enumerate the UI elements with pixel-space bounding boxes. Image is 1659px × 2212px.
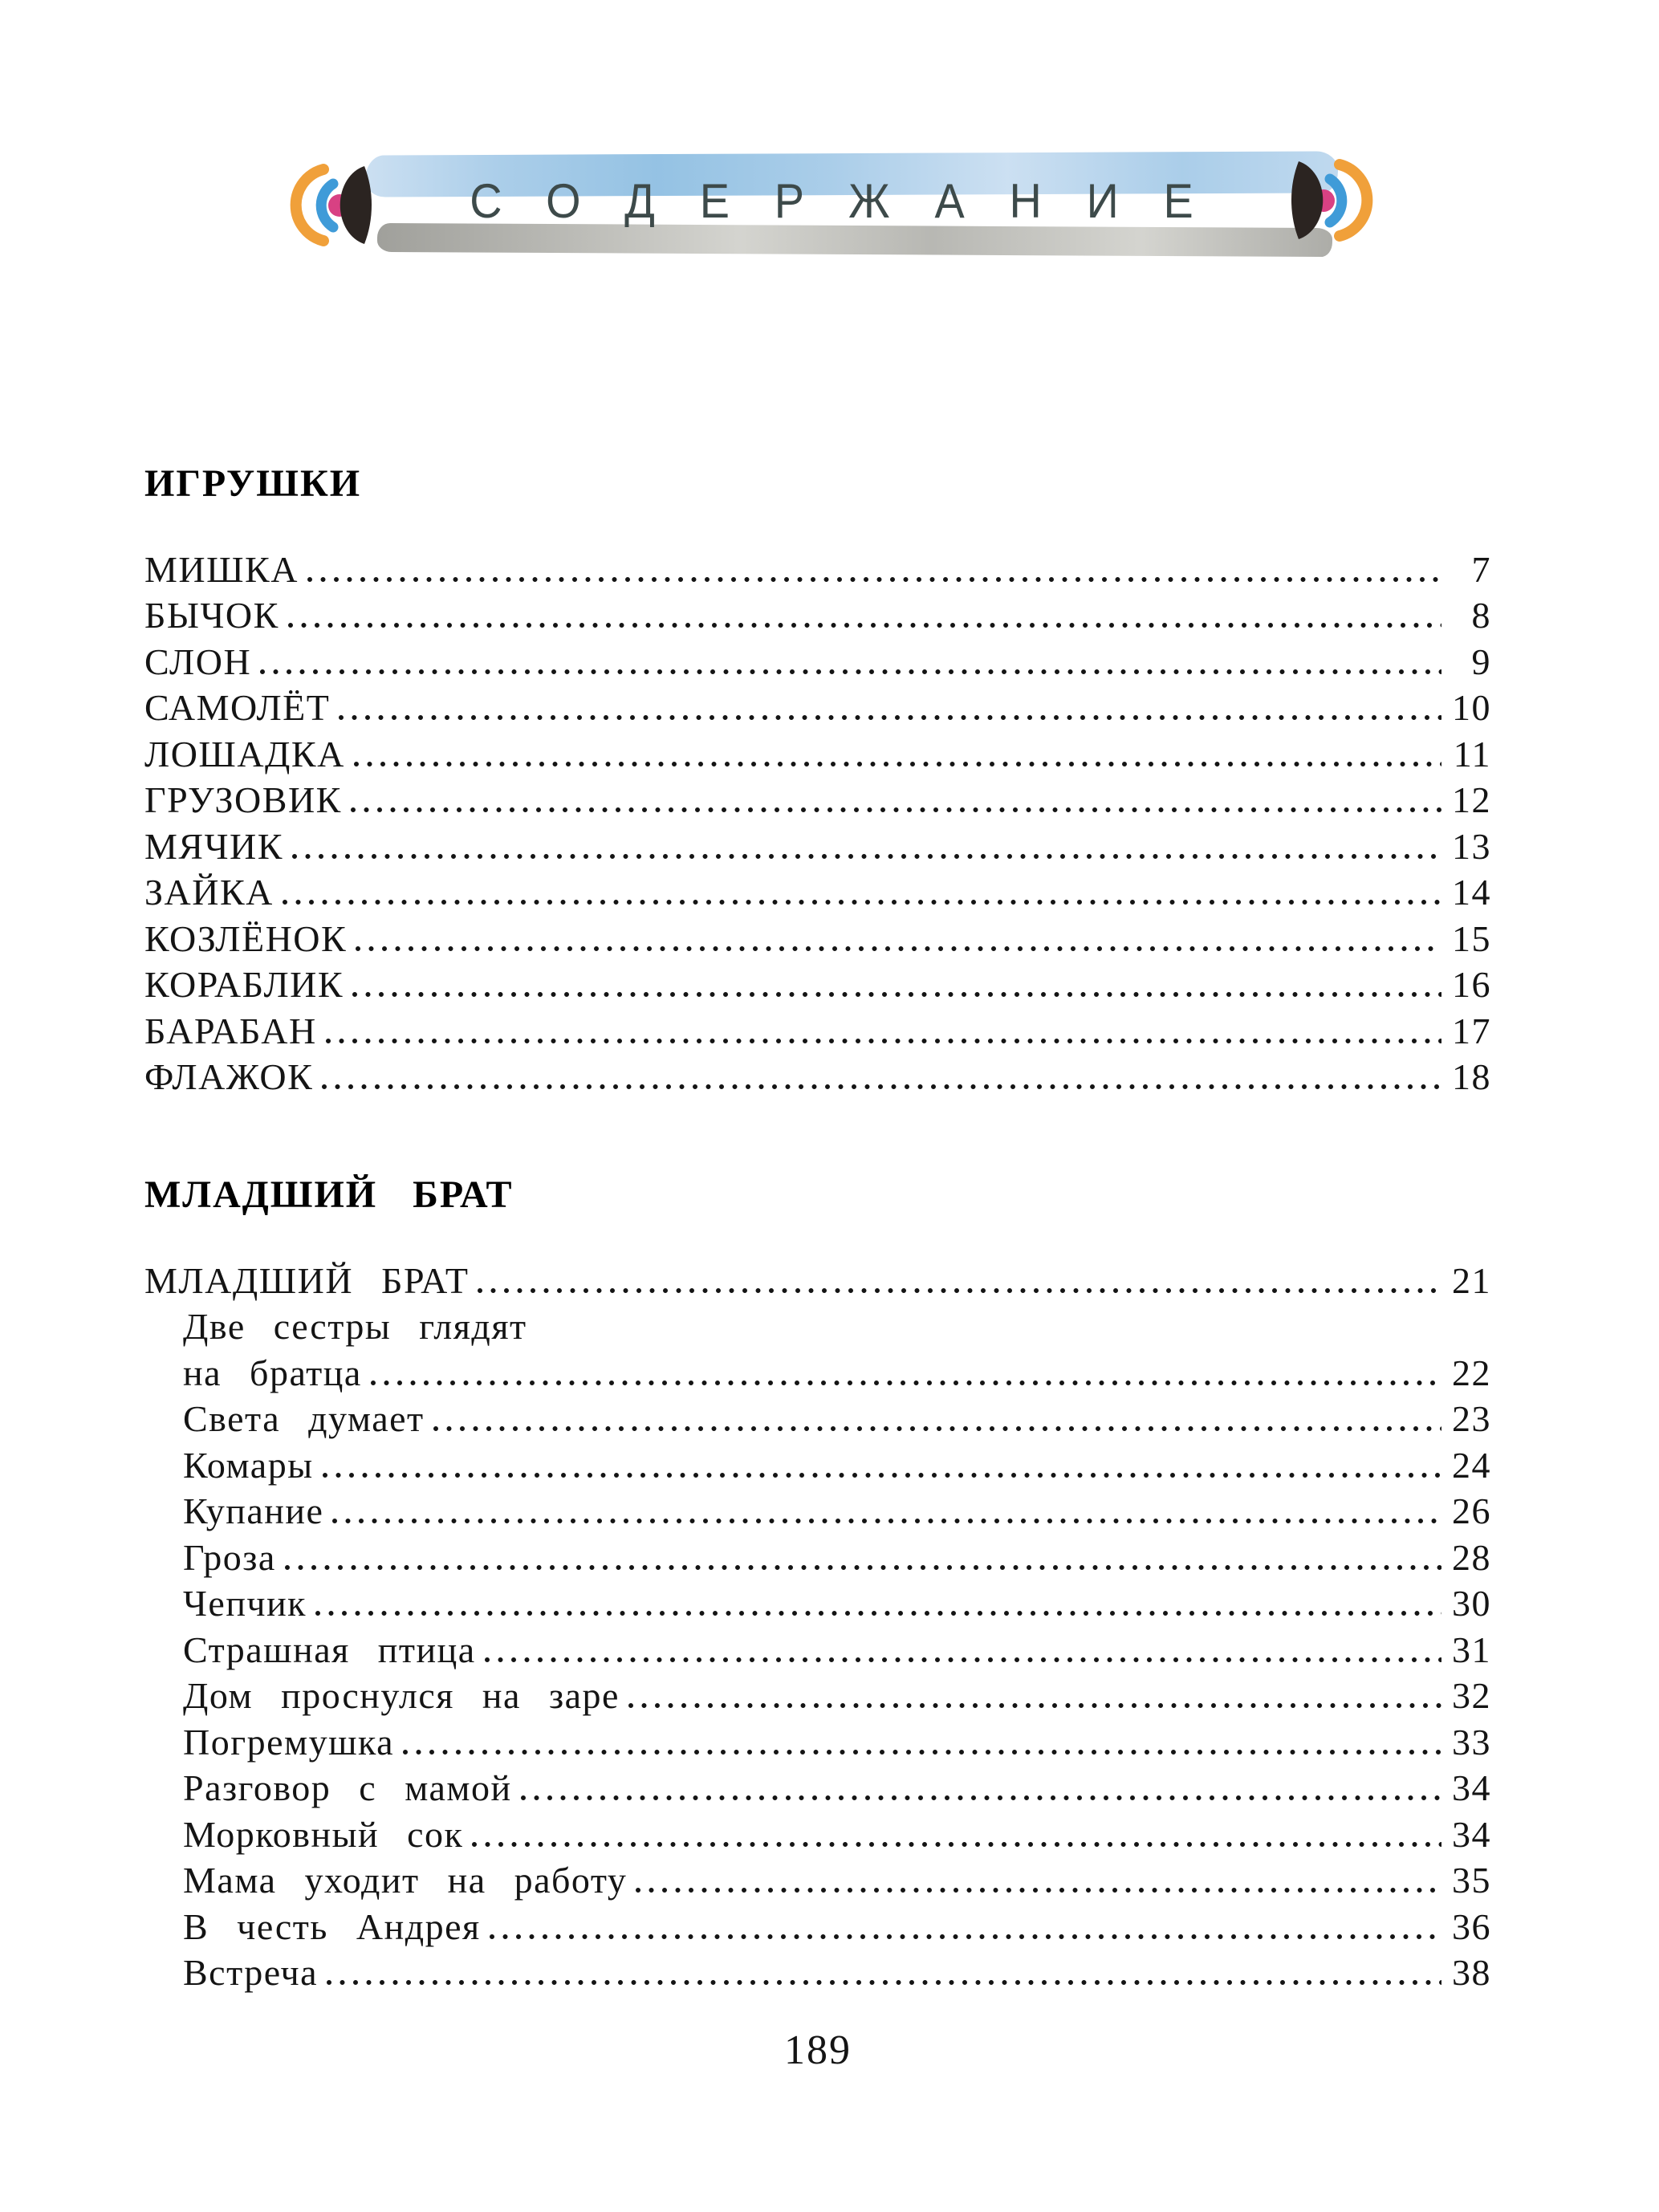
- toc-entry-title: ФЛАЖОК: [144, 1056, 314, 1097]
- toc-entry-title: БЫЧОК: [144, 595, 279, 636]
- toc-entry: [144, 1946, 1491, 1993]
- dot-leader: [355, 945, 1441, 953]
- toc-entry-page: 36: [1452, 1905, 1491, 1947]
- toc-entry: [144, 1346, 1491, 1393]
- toc-entry-title: КОЗЛЁНОК: [144, 917, 348, 959]
- dot-leader: [282, 899, 1441, 906]
- toc-entry: [144, 1393, 1491, 1439]
- toc-entry-title: Разговор с мамой: [183, 1767, 512, 1808]
- toc-entry-title: СЛОН: [144, 640, 252, 682]
- dot-leader: [353, 761, 1441, 768]
- dot-leader: [326, 1979, 1441, 1986]
- dot-leader: [331, 1518, 1441, 1525]
- toc-entry: [144, 1531, 1491, 1577]
- toc-entry-title: МЯЧИК: [144, 825, 283, 867]
- dot-leader: [635, 1887, 1441, 1894]
- toc-entry: [144, 1900, 1491, 1946]
- toc-entry: [144, 1300, 1491, 1347]
- dot-leader: [433, 1425, 1441, 1433]
- toc-entry-page: 8: [1471, 595, 1491, 636]
- dot-leader: [402, 1749, 1441, 1756]
- toc-entry-page: 12: [1452, 779, 1491, 820]
- toc-entry-title: МЛАДШИЙ БРАТ: [144, 1259, 470, 1301]
- dot-leader: [520, 1795, 1441, 1802]
- toc-entry: [144, 727, 1491, 774]
- dot-leader: [321, 1084, 1441, 1091]
- toc-entry-page: 34: [1452, 1813, 1491, 1855]
- toc-entry: [144, 1051, 1491, 1097]
- toc-entry-title: Две сестры глядят: [183, 1306, 527, 1347]
- toc-entry-page: 15: [1452, 917, 1491, 959]
- toc-entry: [144, 681, 1491, 728]
- toc-entry-page: 23: [1452, 1398, 1491, 1439]
- contents-banner: [289, 148, 1374, 265]
- page-number: 189: [784, 2027, 852, 2073]
- toc-entry-page: 14: [1452, 872, 1491, 913]
- toc-entry: [144, 1762, 1491, 1808]
- dot-leader: [307, 576, 1441, 583]
- toc-entry-title: ЛОШАДКА: [144, 733, 345, 775]
- toc-sections: [144, 464, 1491, 1992]
- contents-title: СОДЕРЖАНИЕ: [470, 174, 1238, 228]
- toc-entry-title: Гроза: [183, 1536, 276, 1578]
- toc-entry-page: 11: [1453, 733, 1491, 775]
- toc-entry-page: 22: [1452, 1352, 1491, 1393]
- toc-entry-page: 26: [1452, 1490, 1491, 1531]
- toc-entry: [144, 1715, 1491, 1762]
- toc-entry-title: КОРАБЛИК: [144, 964, 344, 1005]
- toc-entry-page: 10: [1452, 687, 1491, 728]
- dot-leader: [628, 1702, 1441, 1710]
- toc-entry: [144, 1004, 1491, 1051]
- toc-entry: [144, 1438, 1491, 1485]
- toc-entry-page: 13: [1452, 825, 1491, 867]
- toc-entry-title: Погремушка: [183, 1721, 395, 1763]
- toc-entry-page: 21: [1452, 1259, 1491, 1301]
- toc-entry-page: 24: [1452, 1444, 1491, 1486]
- dot-leader: [284, 1564, 1441, 1572]
- toc-entry: [144, 912, 1491, 958]
- dot-leader: [370, 1380, 1441, 1387]
- dot-leader: [484, 1657, 1441, 1664]
- toc-entry-page: 28: [1452, 1536, 1491, 1578]
- toc-entry-page: 33: [1452, 1721, 1491, 1763]
- dot-leader: [259, 669, 1441, 676]
- dot-leader: [477, 1287, 1441, 1295]
- dot-leader: [315, 1610, 1441, 1617]
- toc-entry-page: 7: [1471, 548, 1491, 590]
- toc-entry-title: Дом проснулся на заре: [183, 1675, 620, 1716]
- dot-leader: [352, 991, 1441, 998]
- dot-leader: [471, 1841, 1441, 1848]
- toc-section-2: [144, 1175, 1491, 1992]
- toc-entry: [144, 1485, 1491, 1531]
- dot-leader: [350, 807, 1441, 814]
- toc-entry-title: Встреча: [183, 1952, 319, 1993]
- toc-entry: [144, 635, 1491, 681]
- toc-entry-page: 32: [1452, 1675, 1491, 1716]
- toc-entry-page: 9: [1471, 640, 1491, 682]
- toc-entry: [144, 1623, 1491, 1669]
- toc-entry: [144, 1577, 1491, 1624]
- toc-entry-title: на братца: [183, 1352, 362, 1393]
- toc-entry-page: 30: [1452, 1583, 1491, 1624]
- toc-entry-title: МИШКА: [144, 548, 299, 590]
- toc-entry-title: БАРАБАН: [144, 1010, 317, 1051]
- toc-entry-page: 18: [1452, 1056, 1491, 1097]
- toc-entry-title: ГРУЗОВИК: [144, 779, 342, 820]
- section-heading: МЛАДШИЙ БРАТ: [144, 1173, 514, 1216]
- toc-entry: [144, 1854, 1491, 1901]
- banner-gray-stripe: [377, 223, 1332, 257]
- dot-leader: [325, 1038, 1441, 1045]
- table-of-contents: [144, 464, 1491, 2072]
- black-knob-icon: [1291, 161, 1323, 239]
- toc-entry-title: Чепчик: [183, 1583, 307, 1624]
- toc-entry-title: Купание: [183, 1490, 324, 1531]
- toc-entry-title: Морковный сок: [183, 1813, 464, 1855]
- toc-entry: [144, 543, 1491, 589]
- entry-list: [144, 1254, 1491, 1992]
- toc-section-1: [144, 464, 1491, 1096]
- toc-entry-page: 17: [1452, 1010, 1491, 1051]
- toc-entry-page: 31: [1452, 1629, 1491, 1670]
- toc-entry-page: 38: [1452, 1952, 1491, 1993]
- toc-entry: [144, 1807, 1491, 1854]
- dot-leader: [338, 714, 1441, 722]
- dot-leader: [322, 1472, 1441, 1479]
- toc-entry: [144, 1669, 1491, 1716]
- toc-entry-title: В честь Андрея: [183, 1905, 481, 1947]
- toc-entry: [144, 1254, 1491, 1300]
- toc-entry-title: Мама уходит на работу: [183, 1860, 628, 1901]
- toc-entry-title: Комары: [183, 1444, 314, 1486]
- dot-leader: [489, 1933, 1441, 1941]
- toc-entry: [144, 819, 1491, 866]
- toc-entry: [144, 774, 1491, 820]
- toc-entry-title: Света думает: [183, 1398, 425, 1439]
- dot-leader: [287, 622, 1441, 629]
- toc-entry-title: Страшная птица: [183, 1629, 476, 1670]
- toc-entry-title: САМОЛЁТ: [144, 687, 331, 728]
- dot-leader: [291, 853, 1441, 860]
- entry-list: [144, 543, 1491, 1096]
- toc-entry-title: ЗАЙКА: [144, 872, 274, 913]
- toc-entry: [144, 589, 1491, 636]
- toc-entry-page: 16: [1452, 964, 1491, 1005]
- right-scroll-ornament-icon: [1284, 158, 1376, 242]
- toc-entry-page: 35: [1452, 1860, 1491, 1901]
- toc-entry-page: 34: [1452, 1767, 1491, 1808]
- toc-entry: [144, 958, 1491, 1005]
- toc-entry: [144, 866, 1491, 913]
- section-heading: ИГРУШКИ: [144, 462, 362, 505]
